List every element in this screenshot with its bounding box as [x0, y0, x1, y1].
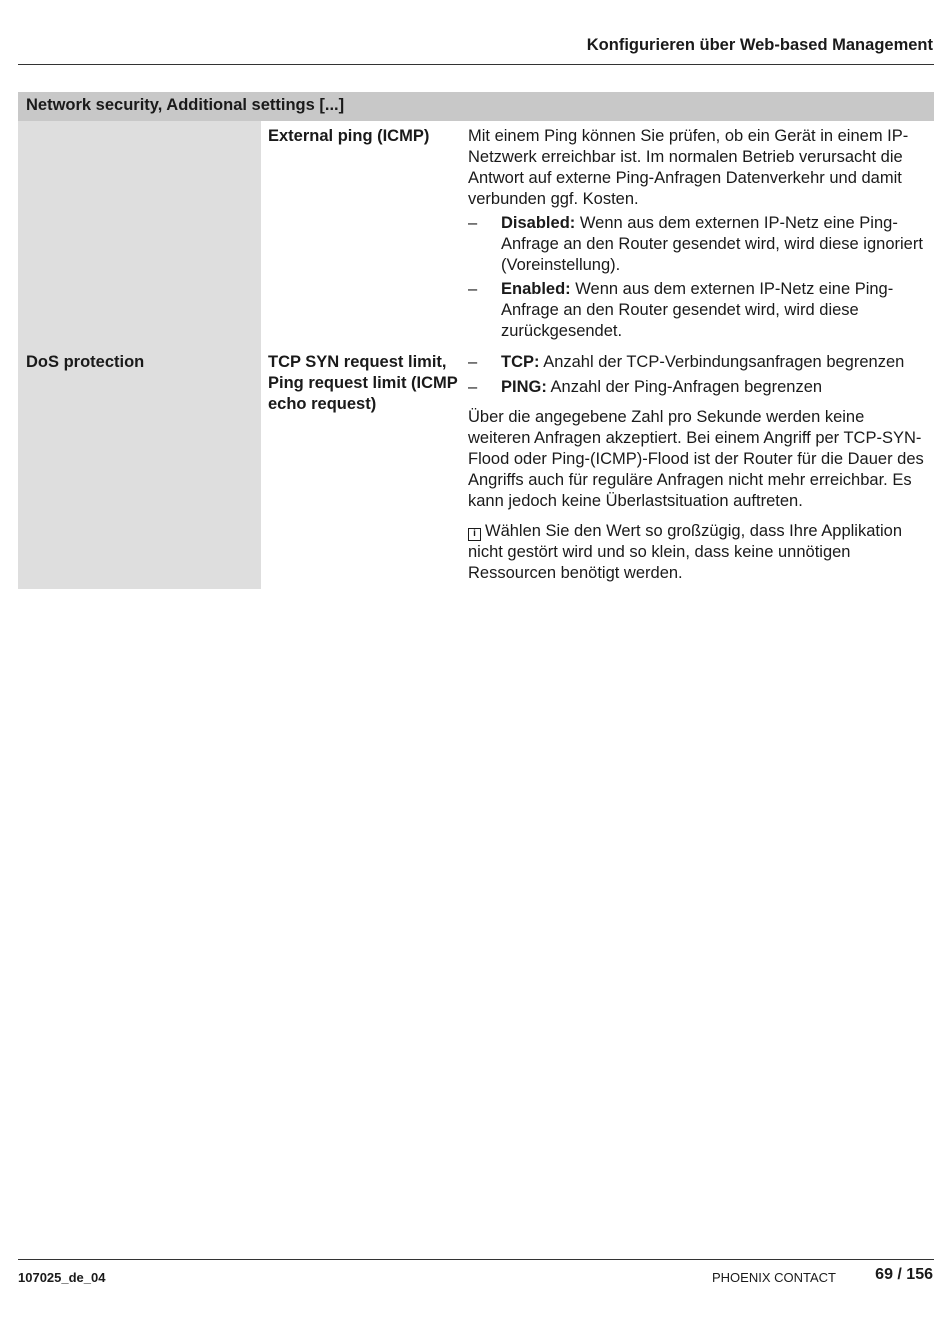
info-note — [468, 521, 930, 584]
option-item-tcp — [468, 352, 930, 373]
info-note-text: Wählen Sie den Wert so großzügig, dass Ihre Applikation nicht gestört wird und so klein, dass keine unnötigen Ressourcen benötigt werden. — [468, 522, 903, 582]
option-text: Wenn aus dem externen IP-Netz eine Ping-Anfrage an den Router gesendet wird, wird diese zurückgesendet. — [501, 280, 894, 340]
dash-marker: – — [468, 214, 478, 232]
company-name: PHOENIX CONTACT — [712, 1270, 836, 1285]
limit-explanation: Über die angegebene Zahl pro Sekunde werden keine weiteren Anfragen akzeptiert. Bei einem Angriff per TCP-SYN-Flood oder Ping-(ICMP)-Flood ist der Router für die Dauer des Angriffs auch für reguläre Anfragen nicht mehr erreichbar. Es kann jedoch keine Überlastsituation auftreten. — [468, 408, 924, 510]
dash-marker: – — [468, 280, 478, 298]
paragraph-gap — [468, 398, 930, 407]
setting-description-external-ping — [468, 126, 930, 342]
setting-name-external-ping: External ping (ICMP) — [268, 127, 430, 145]
setting-name-request-limits: TCP SYN request limit, Ping request limit (ICMP echo request) — [268, 353, 458, 413]
page-header-title: Konfigurieren über Web-based Management — [586, 36, 933, 54]
option-text: Anzahl der TCP-Verbindungsanfragen begrenzen — [543, 353, 905, 371]
option-item-ping — [468, 377, 930, 398]
document-id: 107025_de_04 — [18, 1270, 106, 1285]
paragraph-gap — [468, 512, 930, 521]
dash-marker: – — [468, 353, 478, 371]
option-label: Disabled: — [501, 214, 576, 232]
option-item-enabled — [468, 279, 930, 342]
info-icon: i — [468, 528, 481, 541]
description-intro: Mit einem Ping können Sie prüfen, ob ein Gerät in einem IP-Netzwerk erreichbar ist. Im normalen Betrieb verursacht die Antwort auf externe Ping-Anfragen Datenverkehr und damit verbunden ggf. Kosten. — [468, 127, 909, 208]
option-label: TCP: — [501, 353, 540, 371]
option-label: Enabled: — [501, 280, 571, 298]
header-divider — [18, 64, 934, 65]
group-label-dos-protection: DoS protection — [26, 353, 145, 371]
footer-divider — [18, 1259, 934, 1260]
option-item-disabled — [468, 213, 930, 276]
option-text: Anzahl der Ping-Anfragen begrenzen — [550, 378, 823, 396]
page-number: 69 / 156 — [875, 1266, 933, 1283]
section-title: Network security, Additional settings [...] — [18, 92, 934, 121]
option-text: Wenn aus dem externen IP-Netz eine Ping-Anfrage an den Router gesendet wird, wird diese ignoriert (Voreinstellung). — [501, 214, 923, 274]
setting-description-request-limits — [468, 352, 930, 584]
option-label: PING: — [501, 378, 547, 396]
dash-marker: – — [468, 378, 478, 396]
